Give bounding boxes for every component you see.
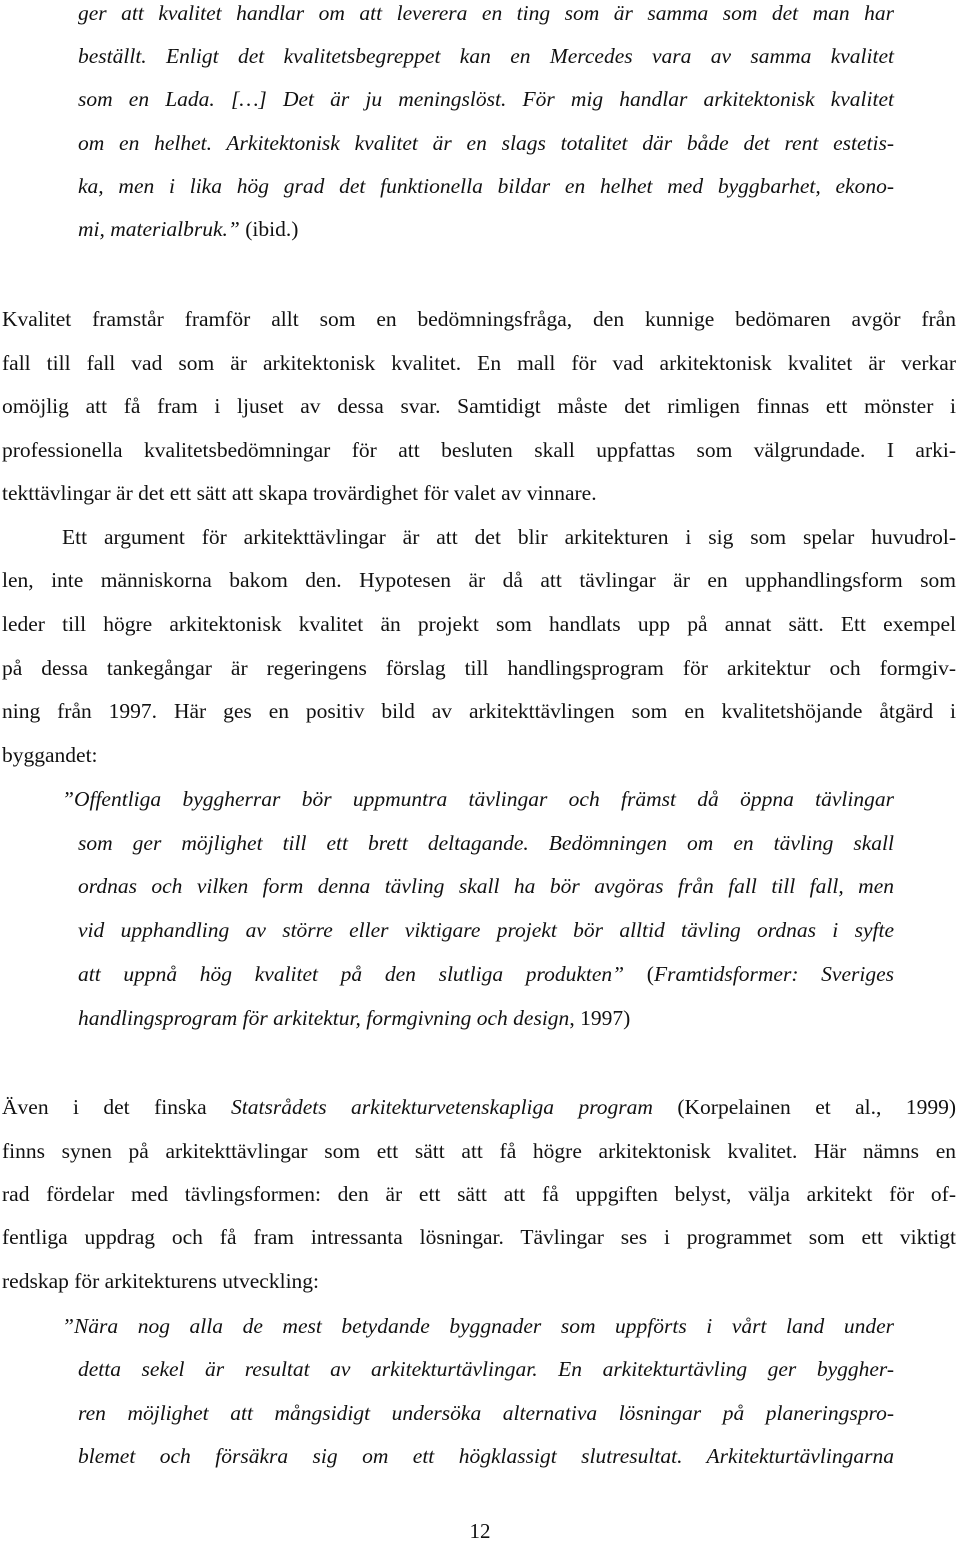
quote-line: om en helhet. Arkitektonisk kvalitet är en slags totalitet där både det rent estetis- bbox=[78, 131, 894, 155]
body-line: på dessa tankegångar är regeringens förslag till handlingsprogram för arkitektur och formgiv- bbox=[2, 656, 956, 680]
paren: ( bbox=[624, 962, 654, 986]
quote-line: ren möjlighet att mångsidigt undersöka alternativa lösningar på planeringspro- bbox=[78, 1401, 894, 1425]
body-line: fentliga uppdrag och få fram intressanta lösningar. Tävlingar ses i programmet som ett viktigt bbox=[2, 1225, 956, 1249]
quote-line: ka, men i lika hög grad det funktionella bildar en helhet med byggbarhet, ekono- bbox=[78, 174, 894, 198]
quote-line: ger att kvalitet handlar om att leverera en ting som är samma som det man har bbox=[78, 1, 894, 25]
body-line: rad fördelar med tävlingsformen: den är ett sätt att få uppgiften belyst, välja arkitekt för of- bbox=[2, 1182, 956, 1206]
body-line: fall till fall vad som är arkitektonisk kvalitet. En mall för vad arkitektonisk kvalitet är verkar bbox=[2, 351, 956, 375]
body-line: len, inte människorna bakom den. Hypotesen är då att tävlingar är en upphandlingsform som bbox=[2, 568, 956, 592]
quote-line: detta sekel är resultat av arkitekturtävlingar. En arkitekturtävling ger byggher- bbox=[78, 1357, 894, 1381]
source-title: handlingsprogram för arkitektur, formgivning och design bbox=[78, 1006, 570, 1030]
quote-text: att uppnå hög kvalitet på den slutliga produkten” bbox=[78, 962, 625, 986]
source-title: Framtidsformer: Sveriges bbox=[653, 962, 894, 986]
body-line: ning från 1997. Här ges en positiv bild av arkitekttävlingen som en kvalitetshöjande åtgärd i bbox=[2, 699, 956, 723]
body-line: leder till högre arkitektonisk kvalitet än projekt som handlats upp på annat sätt. Ett exempel bbox=[2, 612, 956, 636]
quote-line: ordnas och vilken form denna tävling skall ha bör avgöras från fall till fall, men bbox=[78, 874, 894, 898]
page-number: 12 bbox=[469, 1519, 491, 1543]
text: Även i det finska bbox=[2, 1095, 232, 1119]
body-line: professionella kvalitetsbedömningar för att besluten skall uppfattas som välgrundade. I arki- bbox=[2, 438, 956, 462]
quote-line: ”Offentliga byggherrar bör uppmuntra tävlingar och främst då öppna tävlingar bbox=[62, 787, 894, 811]
quote-line: ”Nära nog alla de mest betydande byggnader som uppförts i vårt land under bbox=[62, 1314, 894, 1338]
citation: (Korpelainen et al., 1999) bbox=[652, 1095, 956, 1119]
quote-line: som ger möjlighet till ett brett deltagande. Bedömningen om en tävling skall bbox=[78, 831, 894, 855]
body-line: omöjlig att få fram i ljuset av dessa svar. Samtidigt måste det rimligen finnas ett mönster i bbox=[2, 394, 956, 418]
quote-text: mi, materialbruk.” bbox=[78, 217, 240, 241]
body-line: tekttävlingar är det ett sätt att skapa trovärdighet för valet av vinnare. bbox=[2, 481, 597, 505]
body-line: byggandet: bbox=[2, 743, 98, 767]
program-title: Statsrådets arkitekturvetenskapliga program bbox=[231, 1095, 653, 1119]
quote-line bbox=[78, 961, 894, 987]
body-line: redskap för arkitekturens utveckling: bbox=[2, 1269, 320, 1293]
quote-last-line bbox=[78, 1005, 894, 1031]
quote-line: beställt. Enligt det kvalitetsbegreppet kan en Mercedes vara av samma kvalitet bbox=[78, 44, 894, 68]
citation: (ibid.) bbox=[239, 217, 299, 241]
body-line: Ett argument för arkitekttävlingar är att det blir arkitekturen i sig som spelar huvudrol- bbox=[62, 525, 956, 549]
body-line: finns synen på arkitekttävlingar som ett sätt att få högre arkitektonisk kvalitet. Här nämns en bbox=[2, 1139, 956, 1163]
quote-line: som en Lada. […] Det är ju meningslöst. För mig handlar arkitektonisk kvalitet bbox=[78, 87, 894, 111]
quote-line: blemet och försäkra sig om ett högklassigt slutresultat. Arkitekturtävlingarna bbox=[78, 1444, 894, 1468]
quote-last-line bbox=[78, 216, 894, 242]
quote-line: vid upphandling av större eller viktigare projekt bör alltid tävling ordnas i syfte bbox=[78, 918, 894, 942]
body-line bbox=[2, 1094, 956, 1120]
citation: , 1997) bbox=[569, 1006, 631, 1030]
body-line: Kvalitet framstår framför allt som en bedömningsfråga, den kunnige bedömaren avgör från bbox=[2, 307, 956, 331]
